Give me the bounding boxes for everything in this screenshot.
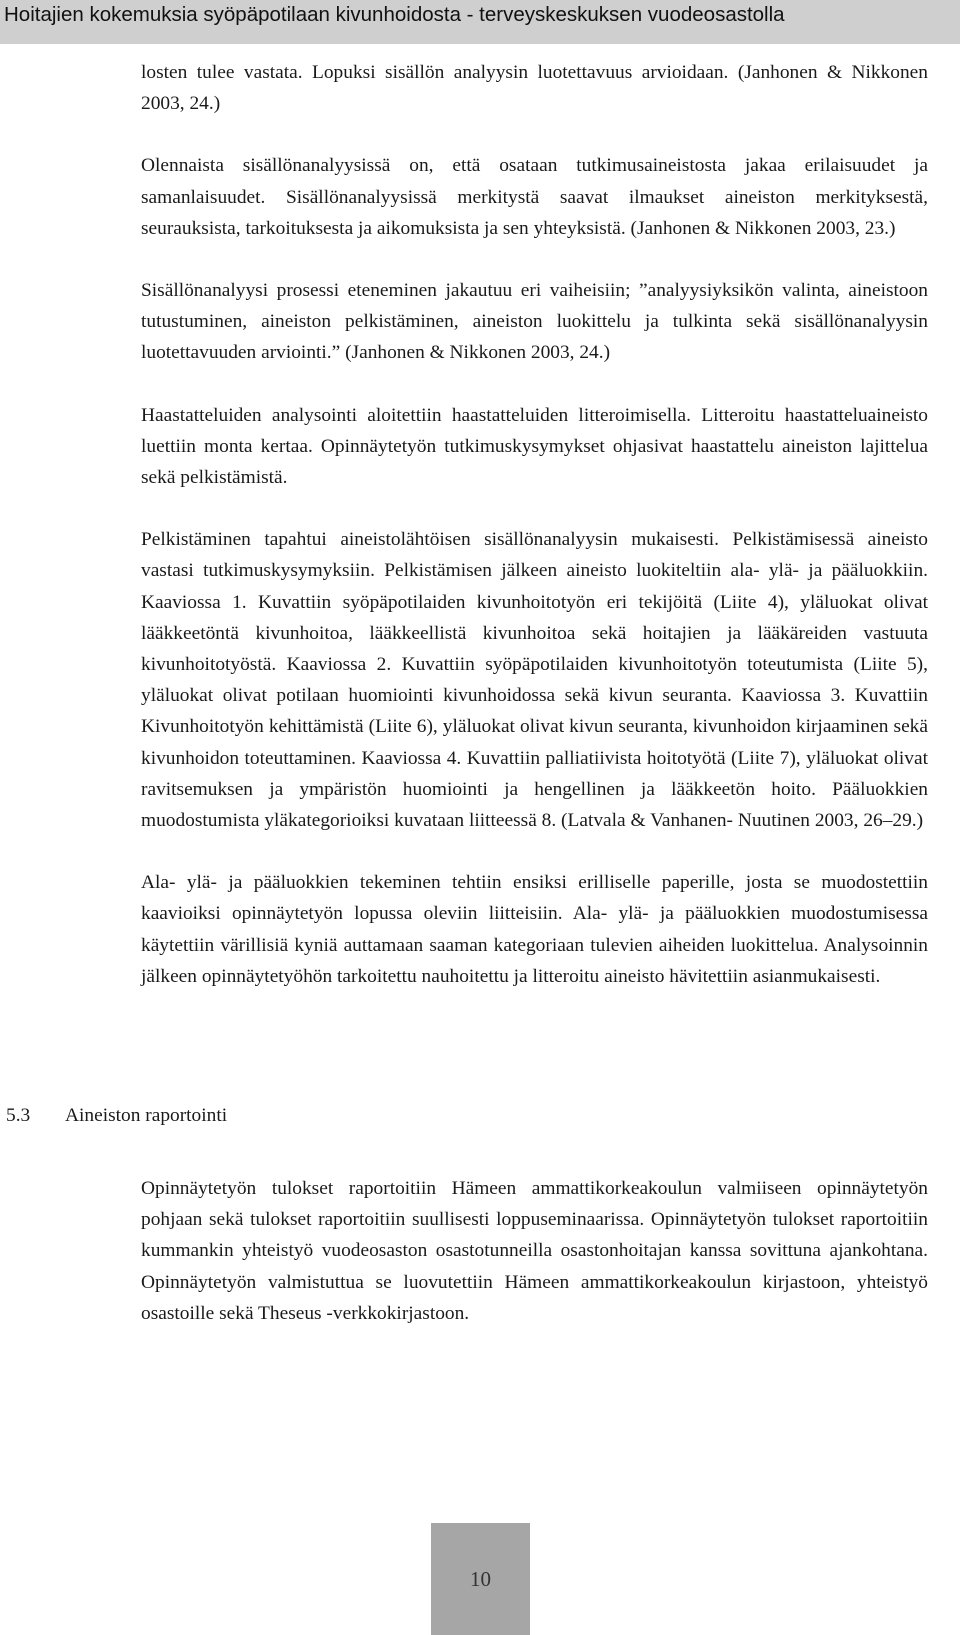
paragraph: Pelkistäminen tapahtui aineistolähtöisen sisällönanalyysin mukaisesti. Pelkistämisessä aineisto vastasi tutkimuskysymyksiin. Pelkistämisen jälkeen aineisto luokiteltiin ala- ylä- ja pääluokkiin. Kaaviossa 1. Kuvattiin syöpäpotilaiden kivunhoitotyön eri tekijöitä (Liite 4), yläluokat olivat lääkkeetöntä kivunhoitoa, lääkkeellistä kivunhoitoa sekä hoitajien ja lääkäreiden vastuuta kivunhoitotyöstä. Kaaviossa 2. Kuvattiin syöpäpotilaiden kivunhoitotyön toteutumista (Liite 5), yläluokat olivat potilaan huomiointi kivunhoidossa sekä kivun seuranta. Kaaviossa 3. Kuvattiin Kivunhoitotyön kehittämistä (Liite 6), yläluokat olivat kivun seuranta, kivunhoidon kirjaaminen sekä kivunhoidon toteuttaminen. Kaaviossa 4. Kuvattiin palliatiivista hoitotyötä (Liite 7), yläluokat olivat ravitsemuksen ja ympäristön huomiointi ja hengellinen ja lääkkeetön hoito. Pääluokkien muodostumista yläkategorioiksi kuvataan liitteessä 8. (Latvala & Vanhanen- Nuutinen 2003, 26–29.) [141, 529, 928, 832]
paragraph: Ala- ylä- ja pääluokkien tekeminen tehtiin ensiksi erilliselle paperille, josta se muodostettiin kaavioiksi opinnäytetyön lopussa oleviin liitteisiin. Ala- ylä- ja pääluokkien muodostumisessa käytettiin värillisiä kyniä auttamaan saaman kategoriaan tulevien aiheiden luokittelua. Analysoinnin jälkeen opinnäytetyöhön tarkoitettu nauhoitettu ja litteroitu aineisto hävitettiin asianmukaisesti. [141, 872, 928, 987]
page-number: 10 [431, 1523, 530, 1635]
paragraph: Opinnäytetyön tulokset raportoitiin Hämeen ammattikorkeakoulun valmiiseen opinnäytetyön pohjaan sekä tulokset raportoitiin suullisesti loppuseminaarissa. Opinnäytetyön tulokset raportoitiin kummankin yhteistyö vuodeosaston osastotunneilla osastonhoitajan kanssa sovittuna ajankohtana. Opinnäytetyön valmistuttua se luovutettiin Hämeen ammattikorkeakoulun kirjastoon, yhteistyö osastoille sekä Theseus -verkkokirjastoon. [141, 1178, 928, 1324]
body-text [141, 57, 928, 992]
section-title: Aineiston raportointi [65, 1105, 228, 1126]
running-header: Hoitajien kokemuksia syöpäpotilaan kivunhoidosta - terveyskeskuksen vuodeosastolla [0, 0, 960, 44]
section-body [141, 1173, 928, 1329]
paragraph: Sisällönanalyysi prosessi eteneminen jakautuu eri vaiheisiin; ”analyysiyksikön valinta, aineistoon tutustuminen, aineiston pelkistäminen, aineiston luokittelu ja tulkinta sekä sisällönanalyysin luotettavuuden arviointi.” (Janhonen & Nikkonen 2003, 24.) [141, 280, 928, 364]
paragraph: Haastatteluiden analysointi aloitettiin haastatteluiden litteroimisella. Litteroitu haastatteluaineisto luettiin monta kertaa. Opinnäytetyön tutkimuskysymykset ohjasivat haastattelu aineiston lajittelua sekä pelkistämistä. [141, 404, 928, 489]
section-number: 5.3 [6, 1105, 31, 1126]
paragraph: losten tulee vastata. Lopuksi sisällön analyysin luotettavuus arvioidaan. (Janhonen & Nikkonen 2003, 24.) [141, 62, 928, 115]
section-heading [6, 1100, 506, 1131]
paragraph: Olennaista sisällönanalyysissä on, että osataan tutkimusaineistosta jakaa erilaisuudet ja samanlaisuudet. Sisällönanalyysissä merkitystä saavat ilmaukset aineiston merkityksestä, seurauksista, tarkoituksesta ja aikomuksista ja sen yhteyksistä. (Janhonen & Nikkonen 2003, 23.) [141, 155, 928, 239]
